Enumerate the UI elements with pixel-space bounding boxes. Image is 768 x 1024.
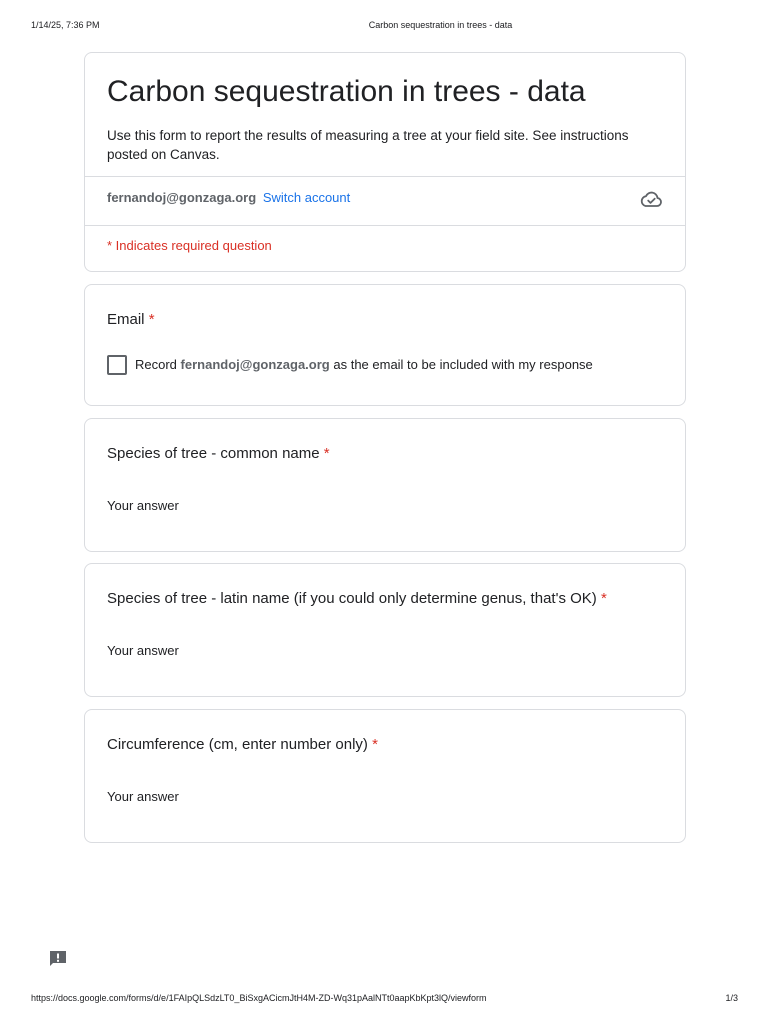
required-note: * Indicates required question	[107, 238, 272, 253]
question-email-card	[84, 284, 686, 406]
question-email-title	[107, 310, 155, 330]
required-asterisk: *	[600, 590, 607, 607]
print-page-number: 1/3	[725, 993, 738, 1003]
divider	[85, 225, 685, 226]
divider	[85, 176, 685, 177]
latin-name-input[interactable]: Your answer	[107, 643, 179, 658]
question-circumference-card	[84, 709, 686, 843]
report-feedback-icon[interactable]	[48, 949, 68, 969]
checkbox-label-prefix: Record	[135, 357, 177, 372]
question-label: Email	[107, 311, 145, 328]
required-asterisk: *	[148, 311, 155, 328]
cloud-done-icon	[639, 189, 663, 209]
form-description: Use this form to report the results of measuring a tree at your field site. See instructions posted on Canvas.	[107, 128, 629, 162]
question-common-name-card	[84, 418, 686, 552]
form-header-card	[84, 52, 686, 272]
circumference-input[interactable]: Your answer	[107, 789, 179, 804]
switch-account-link[interactable]: Switch account	[262, 190, 351, 205]
question-common-name-title	[107, 444, 330, 464]
question-label: Species of tree - common name	[107, 445, 320, 462]
record-email-checkbox[interactable]	[107, 355, 127, 375]
question-latin-name-card	[84, 563, 686, 697]
question-latin-name-title	[107, 589, 607, 609]
question-label: Species of tree - latin name (if you could only determine genus, that's OK)	[107, 590, 597, 607]
question-label: Circumference (cm, enter number only)	[107, 736, 368, 753]
question-circumference-title	[107, 735, 378, 755]
required-asterisk: *	[323, 445, 330, 462]
print-header	[0, 20, 768, 34]
account-row	[107, 189, 350, 207]
print-url: https://docs.google.com/forms/d/e/1FAIpQLSdzLT0_BiSxgACicmJtH4M-ZD-Wq31pAalNTt0aapKbKpt3lQ/viewform	[31, 993, 487, 1003]
record-email-label[interactable]	[135, 356, 593, 374]
print-page-title: Carbon sequestration in trees - data	[368, 20, 513, 30]
common-name-input[interactable]: Your answer	[107, 498, 179, 513]
checkbox-label-suffix: as the email to be included with my response	[333, 357, 593, 372]
print-datetime: 1/14/25, 7:36 PM	[31, 20, 100, 30]
account-email: fernandoj@gonzaga.org	[107, 190, 257, 205]
checkbox-label-email: fernandoj@gonzaga.org	[180, 357, 330, 372]
form-title: Carbon sequestration in trees - data	[107, 75, 586, 108]
required-asterisk: *	[372, 736, 378, 753]
print-footer	[0, 993, 768, 1007]
